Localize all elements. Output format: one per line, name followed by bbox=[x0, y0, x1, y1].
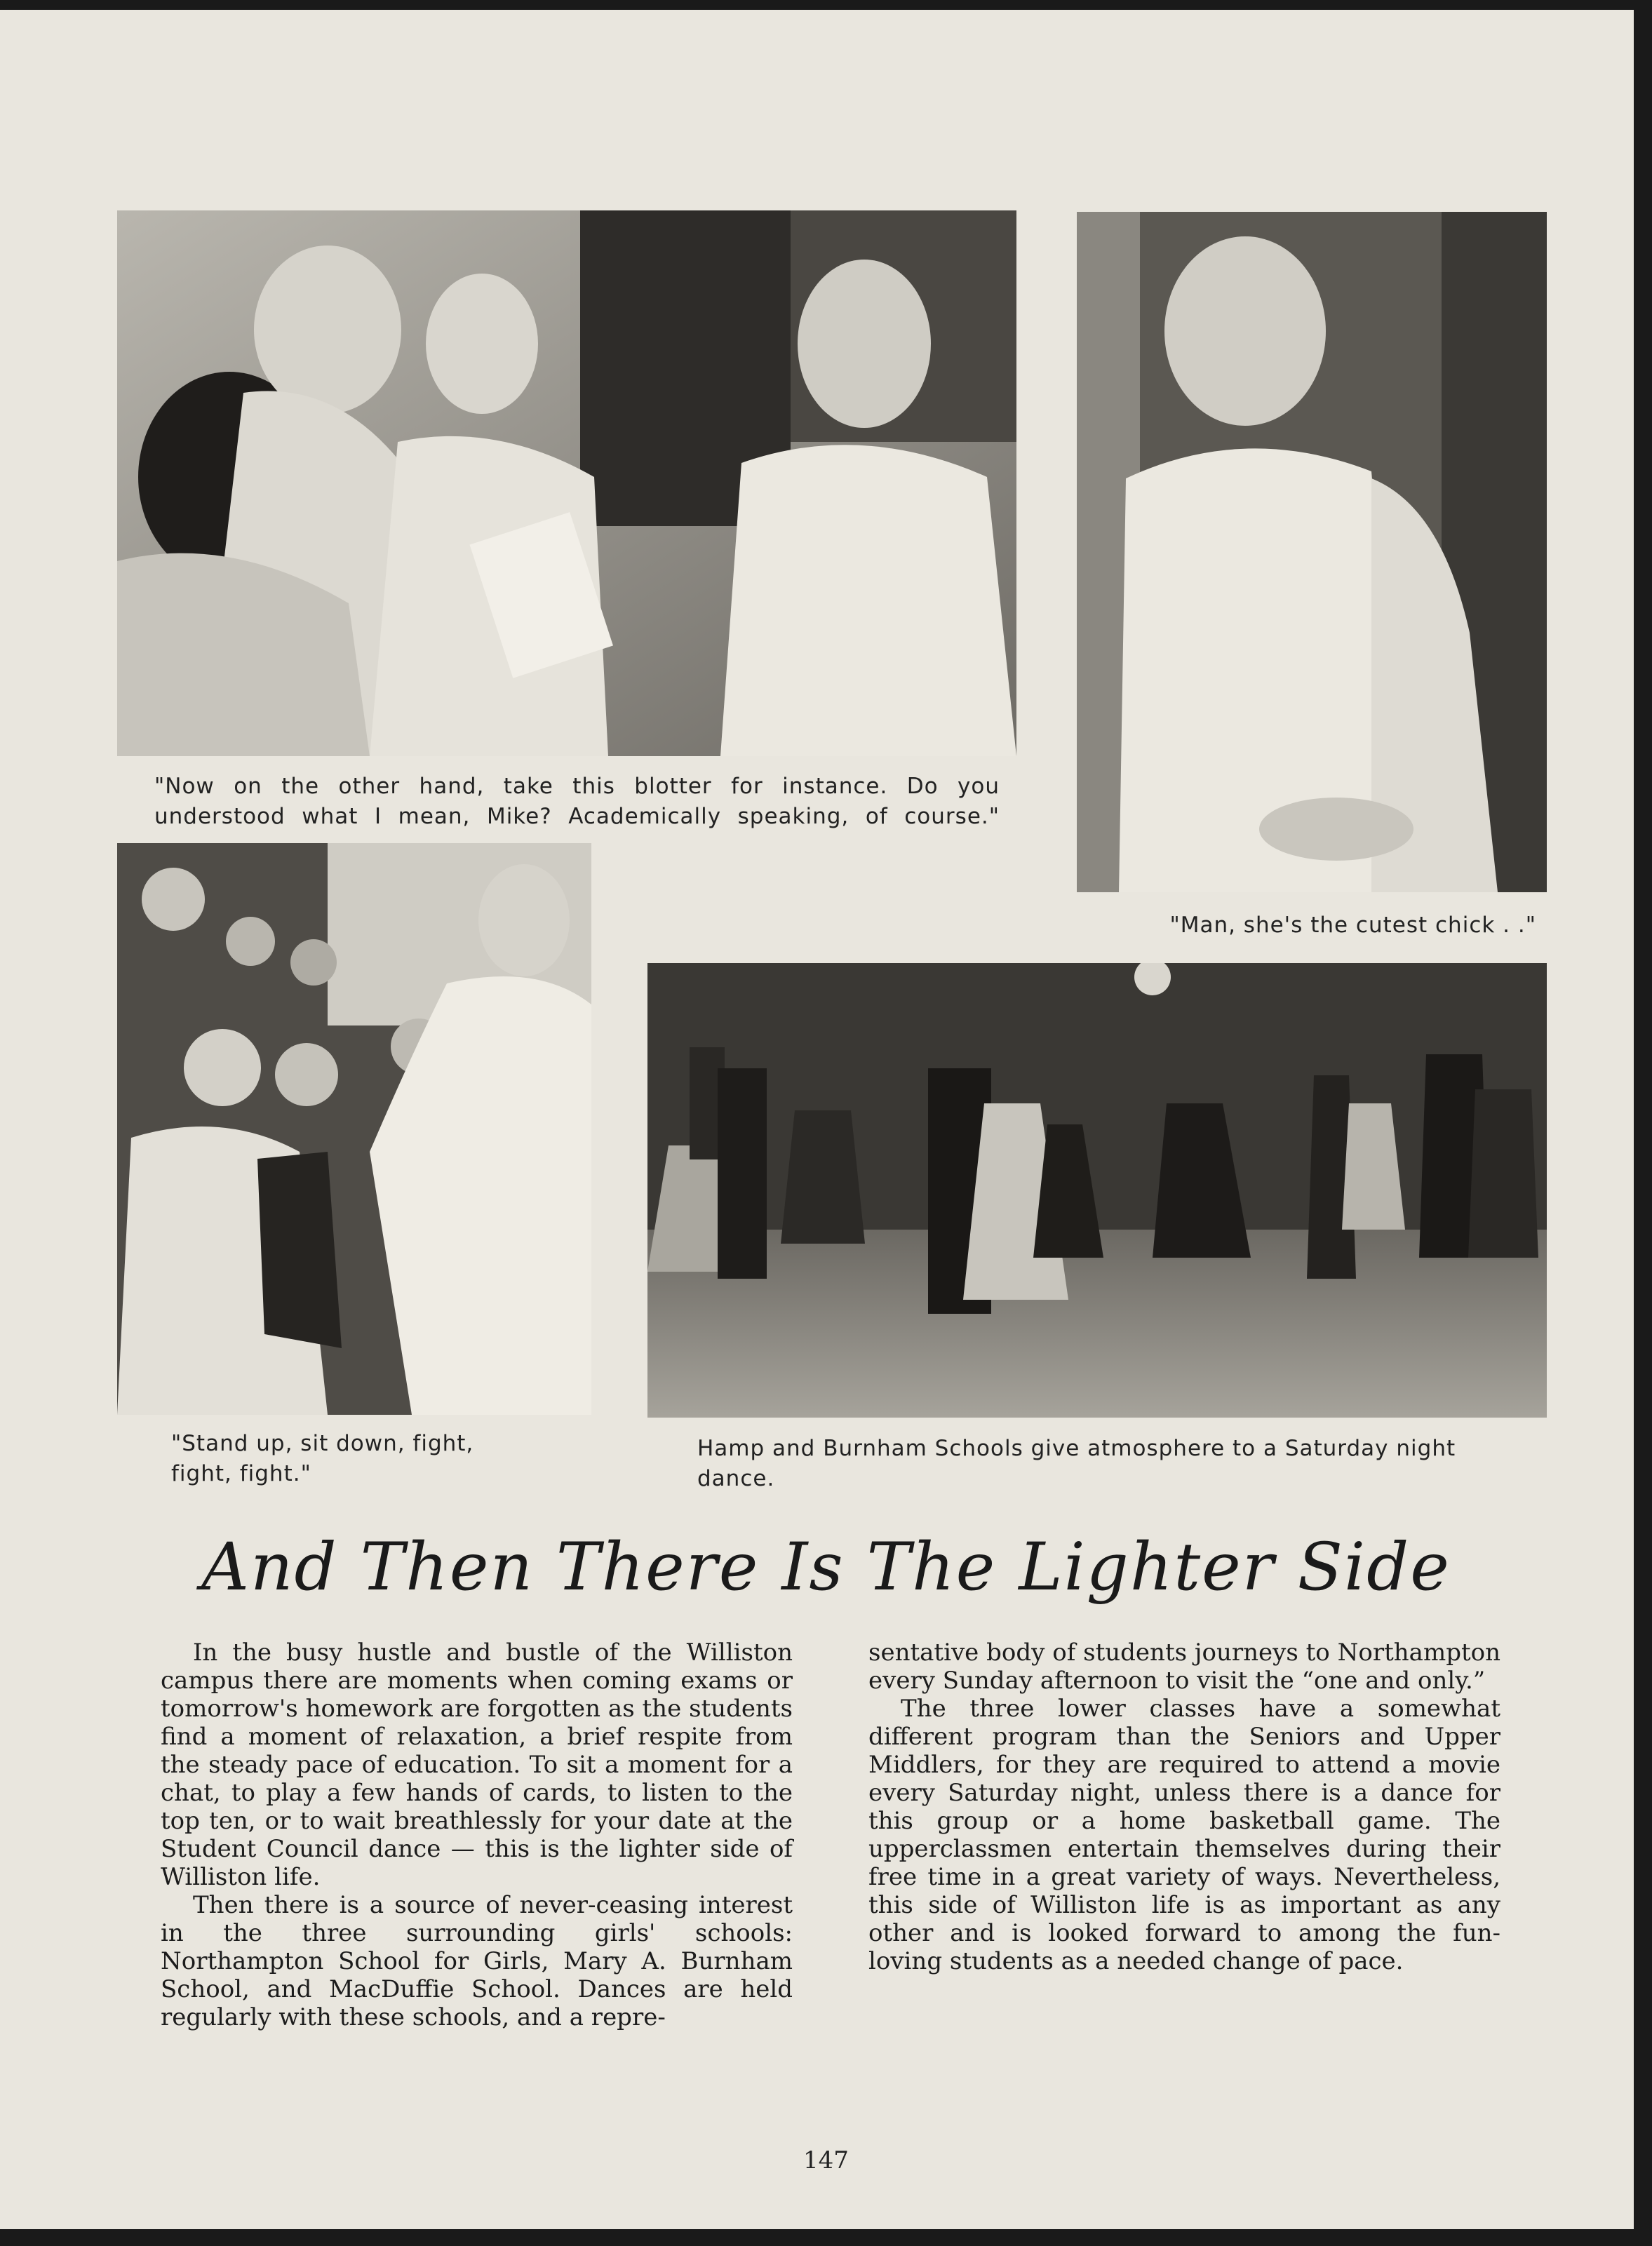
article-column-right bbox=[868, 1639, 1500, 1975]
article-paragraph: The three lower classes have a somewhat different program than the Seniors and Upper Middlers, for they are required to attend a movie every Saturday night, unless there is a dance for this group or a home basketball game. The upperclassmen entertain themselves during their free time in a great variety of ways. Nevertheless, this side of Williston life is as important as any other and is looked forward to among the fun-loving students as a needed change of pace. bbox=[868, 1695, 1500, 1975]
scan-border-bottom bbox=[0, 2229, 1652, 2246]
article-paragraph: In the busy hustle and bustle of the Williston campus there are moments when coming exams or tomorrow's homework are forgotten as the students find a moment of relaxation, a brief respite from the steady pace of education. To sit a moment for a chat, to play a few hands of cards, to listen to the top ten, or to wait breathlessly for your date at the Student Council dance — this is the lighter side of Williston life. bbox=[161, 1639, 793, 1891]
caption-cutest-chick: "Man, she's the cutest chick . ." bbox=[1169, 913, 1536, 938]
scan-border-right bbox=[1634, 0, 1652, 2246]
photo-students-blotter bbox=[117, 210, 1016, 756]
photo-saturday-dance bbox=[647, 963, 1547, 1418]
photo-cutest-chick bbox=[1077, 212, 1547, 892]
article-column-left bbox=[161, 1639, 793, 2031]
photo-stand-up-cheer bbox=[117, 843, 591, 1415]
page-number: 147 bbox=[803, 2146, 849, 2174]
article-title: And Then There Is The Lighter Side bbox=[201, 1529, 1451, 1606]
caption-students-blotter: "Now on the other hand, take this blotter for instance. Do you understood what I mean, Mike? Academically speaking, of course." bbox=[154, 774, 1000, 829]
scan-border-top bbox=[0, 0, 1652, 10]
article-paragraph: Then there is a source of never-ceasing interest in the three surrounding girls' schools: Northampton School for Girls, Mary A. Burnham School, and MacDuffie School. Dances are held regularly with these schools, and a repre- bbox=[161, 1891, 793, 2031]
caption-saturday-dance: Hamp and Burnham Schools give atmosphere to a Saturday night dance. bbox=[697, 1436, 1456, 1491]
caption-stand-up-cheer: "Stand up, sit down, fight, fight, fight." bbox=[171, 1431, 474, 1486]
article-paragraph: sentative body of students journeys to Northampton every Sunday afternoon to visit the “one and only.” bbox=[868, 1639, 1500, 1695]
